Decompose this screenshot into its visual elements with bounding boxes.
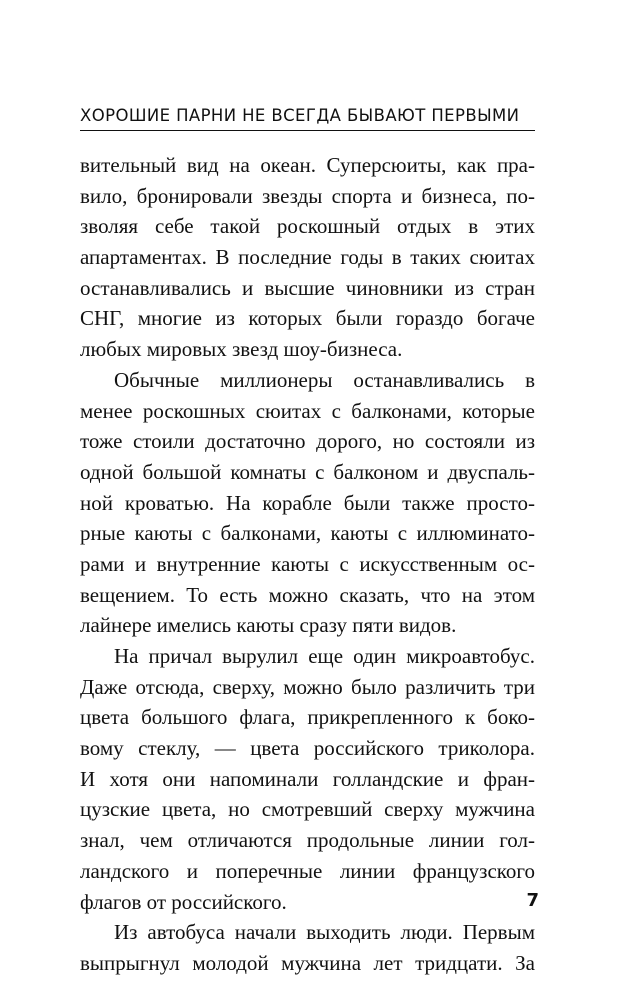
text-line: останавливались и высшие чиновники из стран (80, 275, 535, 300)
text-line: ландского и поперечные линии французского (80, 858, 535, 883)
text-line: СНГ, многие из которых были гораздо богаче (80, 306, 535, 331)
paragraph (80, 365, 535, 641)
body-text (80, 150, 535, 979)
text-line: лайнере имелись каюты сразу пяти видов. (80, 613, 457, 638)
text-line: любых мировых звезд шоу-бизнеса. (80, 337, 403, 362)
text-line: флагов от российского. (80, 889, 287, 914)
text-line: ной кроватью. На корабле были также просто- (80, 490, 535, 515)
text-line: зволяя себе такой роскошный отдых в этих (80, 214, 535, 239)
paragraph (80, 150, 535, 365)
text-line: выпрыгнул молодой мужчина лет тридцати. За (80, 950, 535, 975)
text-line: менее роскошных сюитах с балконами, которые (80, 398, 535, 423)
text-line: И хотя они напоминали голландские и фран- (80, 766, 535, 791)
text-line: На причал вырулил еще один микроавтобус. (114, 644, 535, 668)
text-line: цузские цвета, но смотревший сверху мужчина (80, 797, 535, 822)
header-rule (80, 130, 535, 131)
text-line: вило, бронировали звезды спорта и бизнеса, по- (80, 183, 535, 208)
text-line: одной большой комнаты с балконом и двуспаль- (80, 459, 535, 484)
text-line: тоже стоили достаточно дорого, но состояли из (80, 429, 535, 454)
text-line: апартаментах. В последние годы в таких сюитах (80, 245, 535, 270)
text-line: рные каюты с балконами, каюты с иллюминато- (80, 521, 535, 546)
running-head: ХОРОШИЕ ПАРНИ НЕ ВСЕГДА БЫВАЮТ ПЕРВЫМИ (80, 106, 520, 125)
text-line: Даже отсюда, сверху, можно было различить три (80, 674, 535, 699)
text-line: Обычные миллионеры останавливались в (114, 367, 535, 392)
text-line: вому стеклу, — цвета российского триколора. (80, 736, 535, 761)
paragraph (80, 917, 535, 978)
page-number: 7 (526, 890, 539, 911)
text-line: вещением. То есть можно сказать, что на этом (80, 582, 535, 607)
text-line: знал, чем отличаются продольные линии гол- (80, 828, 535, 853)
text-line: вительный вид на океан. Суперсюиты, как пра- (80, 153, 535, 177)
text-line: рами и внутренние каюты с искусственным ос- (80, 551, 535, 576)
paragraph (80, 641, 535, 917)
text-line: цвета большого флага, прикрепленного к боко- (80, 705, 535, 730)
text-line: Из автобуса начали выходить люди. Первым (114, 920, 535, 945)
